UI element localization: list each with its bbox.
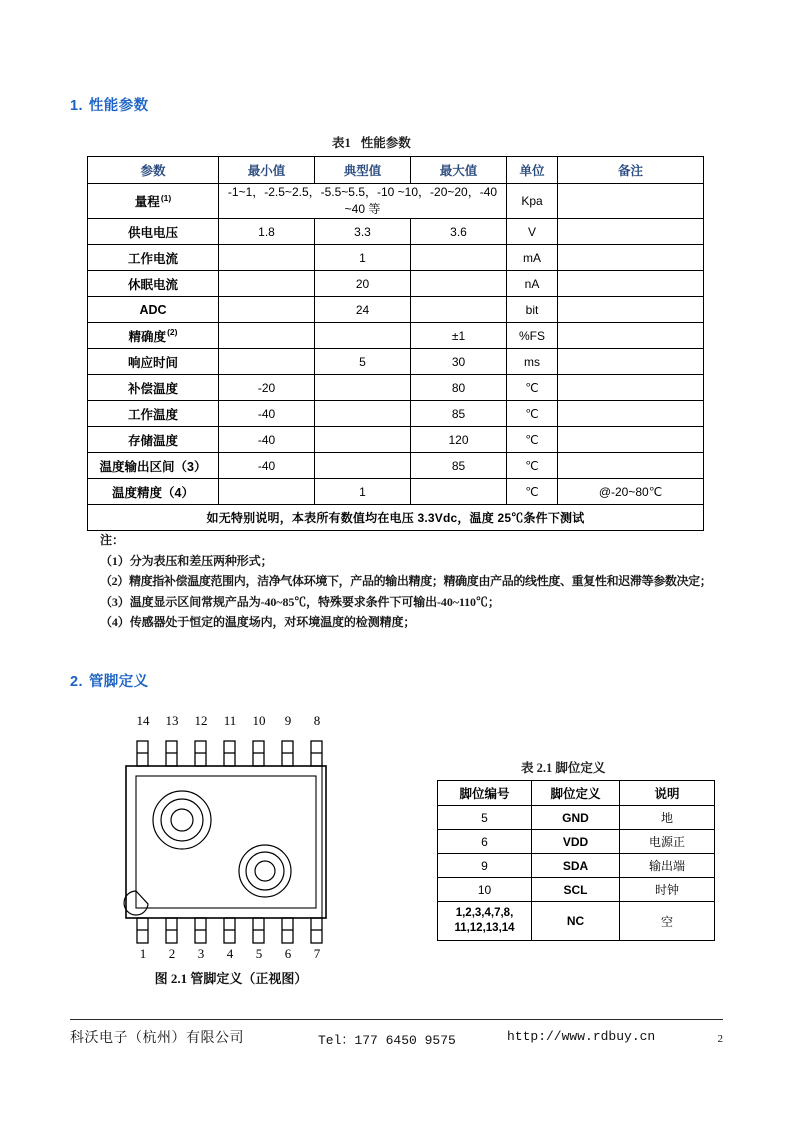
spec-row-param: ADC [88,297,219,323]
section-number-1: 1. [70,98,83,114]
spec-row-typ: 20 [315,271,411,297]
spec-row-typ [315,427,411,453]
table-row [88,349,704,375]
top-pin-label-9: 9 [284,713,292,728]
pin-definition: SDA [532,854,620,878]
spec-table-container [87,156,704,531]
spec-table-footnote: 如无特别说明，本表所有数值均在电压 3.3Vdc，温度 25℃条件下测试 [88,505,704,531]
spec-table-caption-label: 表1 [332,136,351,150]
page-footer [70,1027,723,1051]
table-row [88,184,704,219]
spec-table-header-row [88,157,704,184]
spec-row-remark [558,323,704,349]
notes-lead: 注： [100,533,125,547]
spec-header-remark: 备注 [558,157,704,184]
pin-definition: GND [532,806,620,830]
spec-row-remark: @-20~80℃ [558,479,704,505]
spec-row-remark [558,271,704,297]
pin-description: 电源正 [620,830,715,854]
spec-row-max: 3.6 [411,219,507,245]
spec-row-min: -40 [219,427,315,453]
spec-row-param: 工作温度 [88,401,219,427]
spec-row-param: 工作电流 [88,245,219,271]
spec-row-unit: ℃ [507,375,558,401]
section-heading-spec [70,94,149,115]
top-pin-label-11: 11 [223,713,237,728]
bottom-pin-label-7: 7 [313,946,321,961]
table-row [88,375,704,401]
spec-row-max: ±1 [411,323,507,349]
pin-table-container [437,780,714,941]
table-row [438,902,715,941]
spec-row-param: 温度精度（4） [88,479,219,505]
table-row [88,297,704,323]
spec-row-remark [558,219,704,245]
section-title-2: 管脚定义 [88,674,149,690]
spec-row-param: 温度输出区间（3） [88,453,219,479]
spec-row-max: 85 [411,401,507,427]
bottom-pin-label-1: 1 [139,946,147,961]
pin-number: 10 [438,878,532,902]
spec-row-unit: ℃ [507,453,558,479]
pin-number: 9 [438,854,532,878]
spec-header-typ: 典型值 [315,157,411,184]
spec-row-typ: 1 [315,245,411,271]
section-title-1: 性能参数 [88,98,149,114]
spec-row-remark [558,401,704,427]
spec-row-max [411,297,507,323]
section-heading-pinout [70,670,149,691]
chip-pinout-diagram [100,708,370,998]
spec-row-param: 补偿温度 [88,375,219,401]
spec-row-max [411,245,507,271]
pin-description: 地 [620,806,715,830]
pin-definition: NC [532,902,620,941]
spec-row-unit: bit [507,297,558,323]
spec-row-min [219,245,315,271]
spec-row-param [88,323,219,349]
bottom-pin-leads [137,918,322,943]
footer-website-url[interactable]: http://www.rdbuy.cn [507,1029,656,1044]
spec-row-unit: Kpa [507,184,558,219]
footer-company-name: 科沃电子（杭州）有限公司 [70,1031,244,1046]
table-row [438,830,715,854]
pin-table-header-row [438,781,715,806]
spec-header-unit: 单位 [507,157,558,184]
top-pin-label-13: 13 [165,713,179,728]
sensor-port-lower-icon [239,845,291,897]
spec-row-max: 80 [411,375,507,401]
spec-row-max: 30 [411,349,507,375]
pin-description: 空 [620,902,715,941]
note-item-3: （3）温度显示区间常规产品为-40~85℃，特殊要求条件下可输出-40~110℃； [100,594,500,609]
spec-row-typ [315,401,411,427]
spec-row-max: 120 [411,427,507,453]
spec-row-min [219,297,315,323]
pin-description: 时钟 [620,878,715,902]
bottom-pin-label-3: 3 [197,946,205,961]
spec-row-min [219,349,315,375]
pin-table [437,780,715,941]
spec-row-unit: ℃ [507,427,558,453]
top-pin-leads [137,741,322,766]
spec-row-typ [315,453,411,479]
spec-row-typ: 1 [315,479,411,505]
pin-table-caption: 表 2.1 脚位定义 [521,761,606,775]
spec-row-max [411,479,507,505]
table-row [438,854,715,878]
pin-definition: VDD [532,830,620,854]
note-item-4: （4）传感器处于恒定的温度场内，对环境温度的检测精度； [100,615,416,629]
spec-row-typ: 3.3 [315,219,411,245]
spec-row-param: 响应时间 [88,349,219,375]
spec-row-typ: 5 [315,349,411,375]
spec-header-param: 参数 [88,157,219,184]
spec-row-remark [558,184,704,219]
table-row [88,245,704,271]
spec-row-max [411,271,507,297]
spec-row-typ: 24 [315,297,411,323]
spec-table [87,156,704,531]
spec-row-min [219,271,315,297]
note-item-1: （1）分为表压和差压两种形式； [100,553,273,568]
spec-row-param: 休眠电流 [88,271,219,297]
note-item-2: （2）精度指补偿温度范围内，洁净气体环境下，产品的输出精度；精确度由产品的线性度、重复性和迟滞等参数决定； [100,574,712,588]
spec-row-min: -40 [219,401,315,427]
bottom-pin-label-5: 5 [255,946,263,961]
spec-row-param-superscript: (1) [160,192,172,203]
footer-telephone: Tel：177 6450 9575 [318,1033,456,1048]
sensor-port-upper-icon [153,791,211,849]
table-row-footnote [88,505,704,531]
figure-caption: 图 2.1 管脚定义（正视图） [154,971,308,986]
footer-page-number: 2 [717,1033,723,1045]
bottom-pin-label-6: 6 [284,946,292,961]
spec-row-min [219,323,315,349]
top-pin-label-10: 10 [252,713,266,728]
spec-row-param: 存储温度 [88,427,219,453]
pin-definition: SCL [532,878,620,902]
top-pin-label-12: 12 [194,713,208,728]
pin-number: 6 [438,830,532,854]
spec-row-remark [558,297,704,323]
spec-table-caption-title: 性能参数 [360,136,411,150]
spec-row-min [219,479,315,505]
spec-row-unit: nA [507,271,558,297]
spec-row-min: -20 [219,375,315,401]
spec-row-remark [558,453,704,479]
bottom-pin-label-2: 2 [168,946,176,961]
top-pin-label-8: 8 [313,713,321,728]
pin-header-description: 说明 [620,781,715,806]
spec-row-remark [558,349,704,375]
spec-row-param [88,184,219,219]
table-row [88,401,704,427]
spec-row-max: 85 [411,453,507,479]
spec-header-max: 最大值 [411,157,507,184]
spec-row-unit: %FS [507,323,558,349]
spec-row-param: 供电电压 [88,219,219,245]
notes-block [100,530,720,633]
pin-header-definition: 脚位定义 [532,781,620,806]
pin-number: 5 [438,806,532,830]
spec-row-param-superscript: (2) [167,327,178,338]
spec-header-min: 最小值 [219,157,315,184]
table-row [88,453,704,479]
pin-number-group [438,902,532,941]
spec-row-unit: ms [507,349,558,375]
table-row [88,479,704,505]
spec-row-remark [558,375,704,401]
spec-row-min: 1.8 [219,219,315,245]
spec-row-unit: mA [507,245,558,271]
table-row [88,271,704,297]
table-row [88,219,704,245]
spec-row-typ [315,323,411,349]
pin-number-group-line2: 11,12,13,14 [454,922,515,934]
spec-row-remark [558,245,704,271]
pin-description: 输出端 [620,854,715,878]
table-row [438,806,715,830]
table-row [88,323,704,349]
table-row [438,878,715,902]
table-row [88,427,704,453]
top-pin-label-14: 14 [136,713,150,728]
spec-row-param-text: 量程 [134,195,160,209]
spec-row-typ [315,375,411,401]
spec-table-caption [332,133,411,151]
spec-row-unit: V [507,219,558,245]
spec-row-unit: ℃ [507,401,558,427]
section-number-2: 2. [70,674,83,690]
spec-row-remark [558,427,704,453]
bottom-pin-label-4: 4 [226,946,234,961]
footer-divider [70,1019,723,1020]
pin-header-number: 脚位编号 [438,781,532,806]
spec-row-min: -40 [219,453,315,479]
spec-row-range-value: -1~1，-2.5~2.5，-5.5~5.5，-10 ~10，-20~20，-40 ~40 等 [219,184,507,219]
pin-number-group-line1: 1,2,3,4,7,8, [455,907,514,919]
spec-row-unit: ℃ [507,479,558,505]
spec-row-param-text: 精确度 [128,329,167,344]
